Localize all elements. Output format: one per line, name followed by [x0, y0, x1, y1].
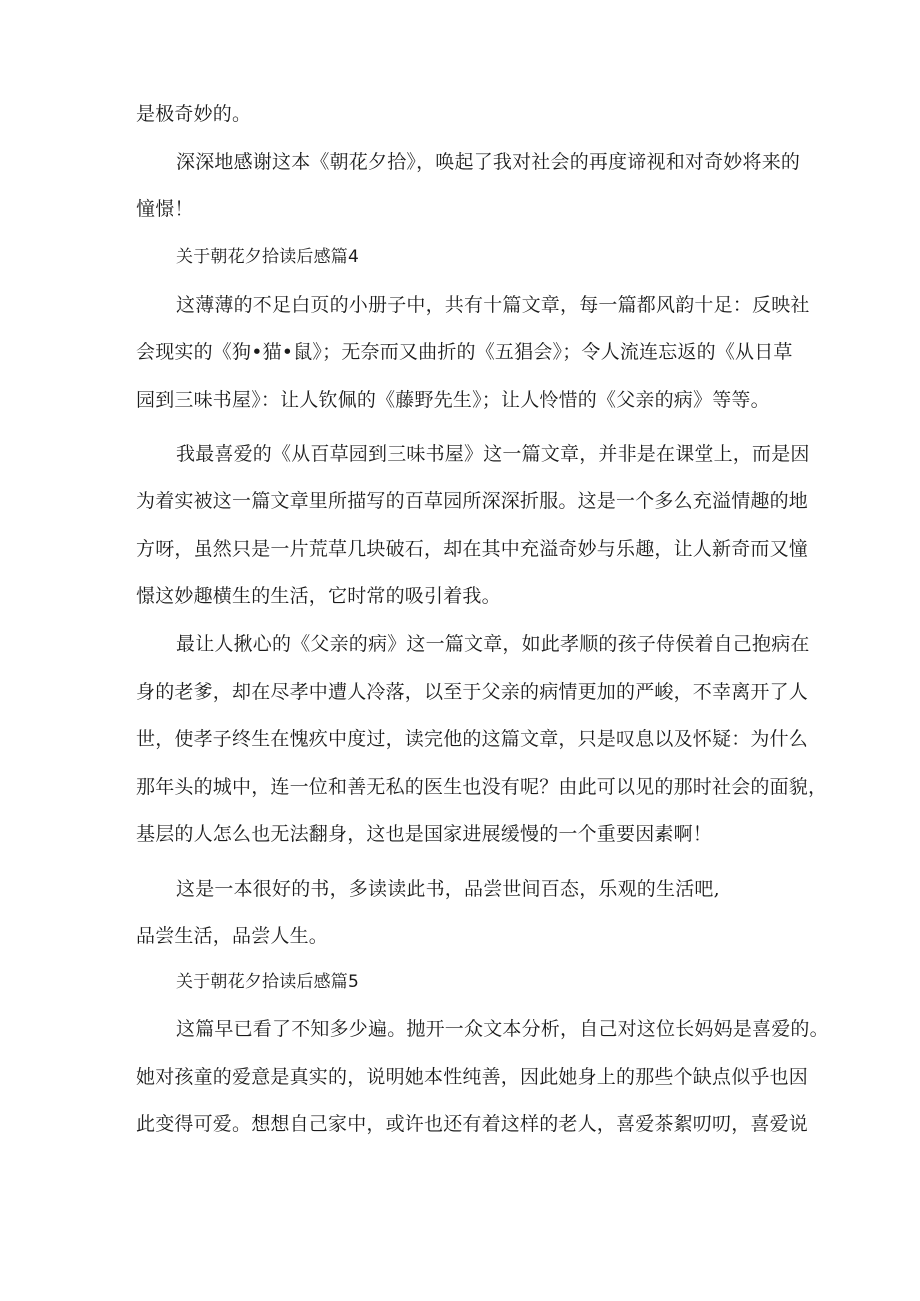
section-heading: 关于朝花夕拾读后感篇5	[176, 972, 360, 992]
paragraph-line: 世，使孝子终生在愧疚中度过，读完他的这篇文章，只是叹息以及怀疑：为什么	[136, 728, 809, 750]
paragraph-line: 此变得可爱。想想自己家中，或许也还有着这样的老人，喜爱茶絮叨叨，喜爱说	[136, 1113, 809, 1135]
paragraph-line: 品尝生活，品尝人生。	[136, 925, 329, 947]
paragraph-line: 最让人揪心的《父亲的病》这一篇文章，如此孝顺的孩子侍侯着自己抱病在	[176, 633, 810, 655]
paragraph-line: 为着实被这一篇文章里所描写的百草园所深深折服。这是一个多么充溢情趣的地	[136, 490, 809, 512]
paragraph-line: 这薄薄的不足白页的小册子中，共有十篇文章，每一篇都风韵十足：反映社	[176, 294, 810, 316]
paragraph-line: 深深地感谢这本《朝花夕拾》，唤起了我对社会的再度谛视和对奇妙将来的	[176, 151, 801, 173]
paragraph-line: 园到三味书屋》：让人钦佩的《藤野先生》；让人怜惜的《父亲的病》等等。	[136, 389, 770, 411]
paragraph-line: 她对孩童的爱意是真实的，说明她本性纯善，因此她身上的那些个缺点似乎也因	[136, 1066, 809, 1088]
paragraph-line: 我最喜爱的《从百草园到三味书屋》这一篇文章，并非是在课堂上，而是因	[176, 443, 810, 465]
paragraph-line: 身的老爹，却在尽孝中遭人冷落，以至于父亲的病情更加的严峻，不幸离开了人	[136, 681, 809, 703]
paragraph-line: 憧憬！	[136, 198, 194, 220]
paragraph-line: 基层的人怎么也无法翻身，这也是国家进展缓慢的一个重要因素啊！	[136, 823, 713, 845]
paragraph-line: 那年头的城中，连一位和善无私的医生也没有呢？由此可以见的那时社会的面貌，	[136, 776, 828, 798]
paragraph-line: 会现实的《狗•猫•鼠》；无奈而又曲折的《五猖会》；令人流连忘返的《从日草	[136, 341, 793, 363]
paragraph-line: 憬这妙趣横生的生活，它时常的吸引着我。	[136, 585, 501, 607]
paragraph-line: 这是一本很好的书，多读读此书，品尝世间百态，乐观的生活吧,	[176, 878, 720, 900]
paragraph-line: 这篇早已看了不知多少遍。抛开一众文本分析，自己对这位长妈妈是喜爱的。	[176, 1018, 829, 1040]
paragraph-line: 是极奇妙的。	[136, 103, 252, 125]
section-heading: 关于朝花夕拾读后感篇4	[176, 247, 360, 267]
paragraph-line: 方呀，虽然只是一片荒草几块破石，却在其中充溢奇妙与乐趣，让人新奇而又憧	[136, 538, 809, 560]
